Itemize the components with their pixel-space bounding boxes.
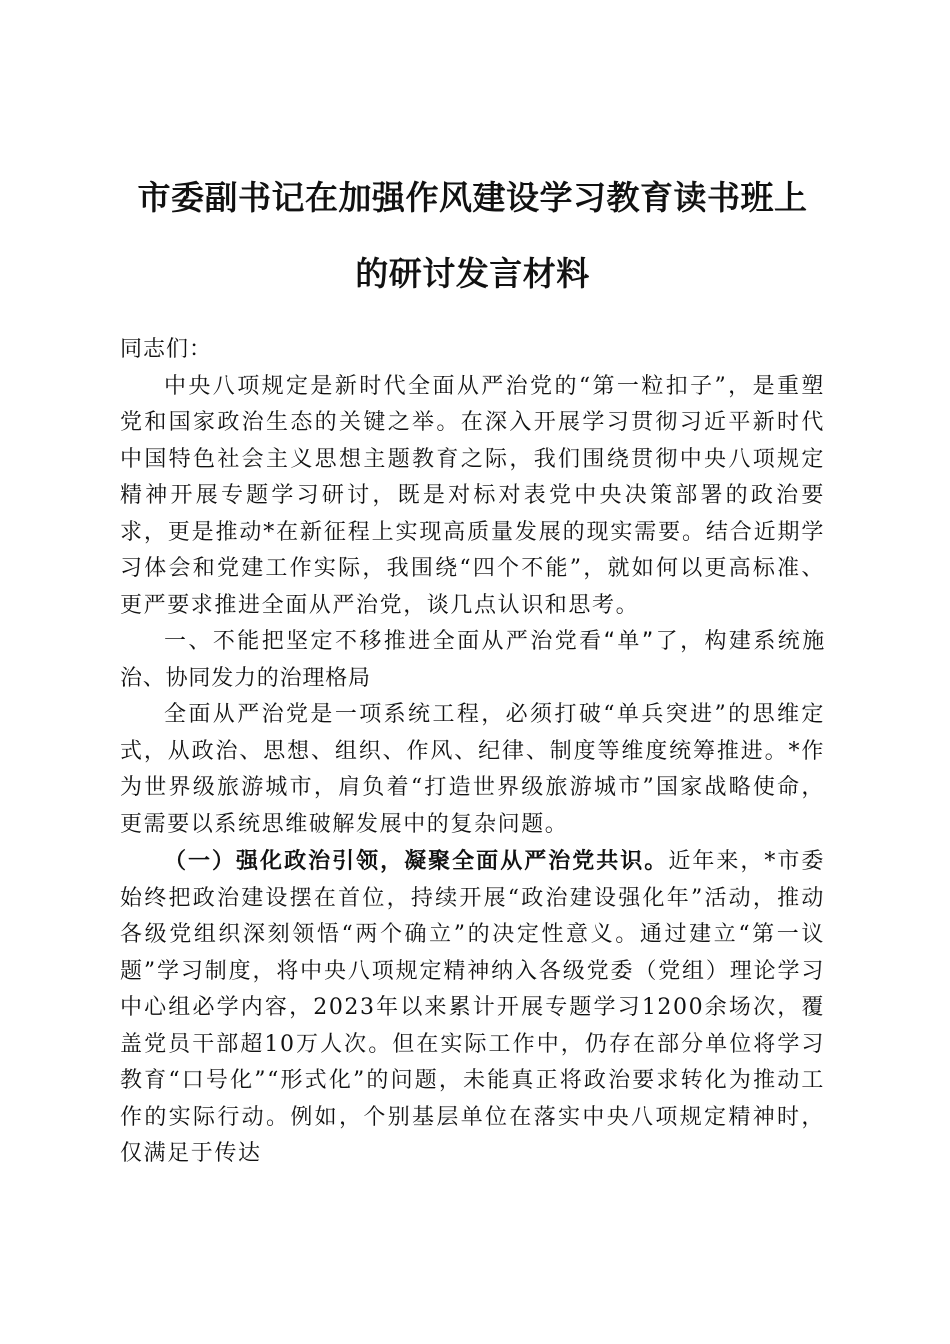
subsection-1-paragraph	[120, 843, 825, 1173]
section-1-heading: 一、不能把坚定不移推进全面从严治党看“单”了，构建系统施治、协同发力的治理格局	[120, 629, 825, 691]
salutation: 同志们：	[120, 337, 213, 362]
subsection-1-body: 近年来，*市委始终把政治建设摆在首位，持续开展“政治建设强化年”活动，推动各级党组织深刻领悟“两个确立”的决定性意义。通过建立“第一议题”学习制度，将中央八项规定精神纳入各级党委（党组）理论学习中心组必学内容，2023年以来累计开展专题学习1200余场次，覆盖党员干部超10万人次。但在实际工作中，仍存在部分单位将学习教育“口号化”“形式化”的问题，未能真正将政治要求转化为推动工作的实际行动。例如，个别基层单位在落实中央八项规定精神时，仅满足于传达	[120, 849, 825, 1166]
subsection-1-lead: （一）强化政治引领，凝聚全面从严治党共识。	[164, 848, 669, 874]
intro-paragraph: 中央八项规定是新时代全面从严治党的“第一粒扣子”，是重塑党和国家政治生态的关键之举。在深入开展学习贯彻习近平新时代中国特色社会主义思想主题教育之际，我们围绕贯彻中央八项规定精神开展专题学习研讨，既是对标对表党中央决策部署的政治要求，更是推动*在新征程上实现高质量发展的现实需要。结合近期学习体会和党建工作实际，我围绕“四个不能”，就如何以更高标准、更严要求推进全面从严治党，谈几点认识和思考。	[120, 373, 825, 618]
document-title	[120, 160, 825, 312]
section-1-paragraph: 全面从严治党是一项系统工程，必须打破“单兵突进”的思维定式，从政治、思想、组织、作风、纪律、制度等维度统筹推进。*作为世界级旅游城市，肩负着“打造世界级旅游城市”国家战略使命，更需要以系统思维破解发展中的复杂问题。	[120, 702, 825, 837]
title-line-2: 的研讨发言材料	[355, 254, 590, 293]
document-body	[120, 160, 825, 1173]
title-line-1: 市委副书记在加强作风建设学习教育读书班上	[137, 178, 808, 217]
